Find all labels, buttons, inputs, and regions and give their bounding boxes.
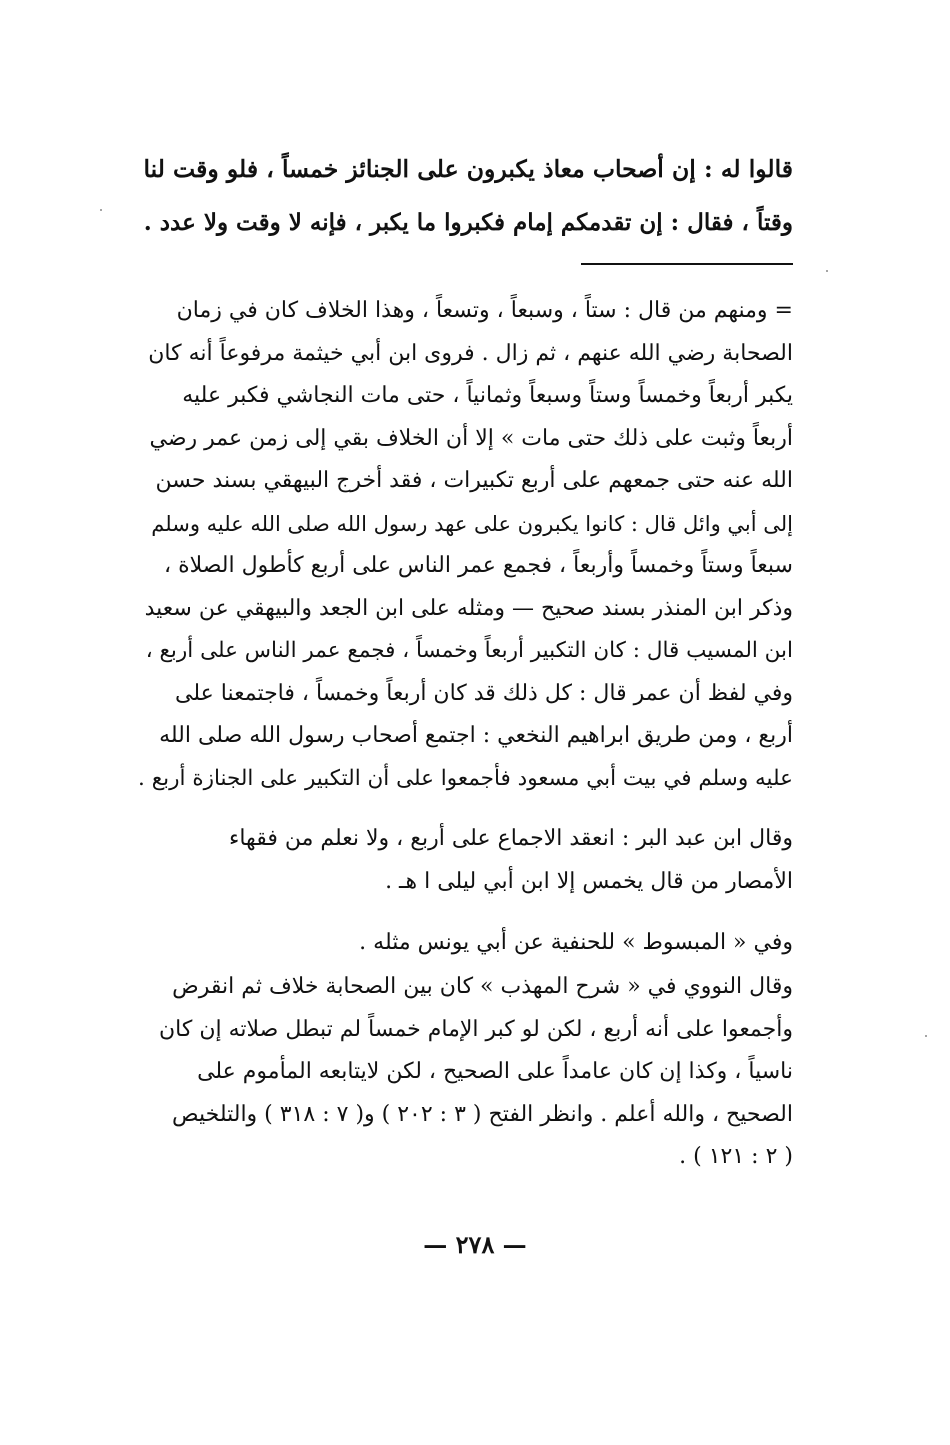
footnote-paragraph-1 bbox=[138, 290, 793, 800]
footnote-line: ( ٢ : ١٢١ ) . bbox=[679, 1144, 793, 1169]
footnote-line: الصحيح ، والله أعلم . وانظر الفتح ( ٣ : ٢٠٢ ) و( ٧ : ٣١٨ ) والتلخيص bbox=[172, 1101, 793, 1127]
footnote-line: وذكر ابن المنذر بسند صحيح — ومثله على ابن الجعد والبيهقي عن سعيد bbox=[144, 595, 793, 621]
footnote-line: عليه وسلم في بيت أبي مسعود فأجمعوا على أن التكبير على الجنازة أربع . bbox=[138, 765, 793, 791]
footnote-line: سبعاً وستاً وخمساً وأربعاً ، فجمع عمر الناس على أربع كأطول الصلاة ، bbox=[163, 553, 793, 578]
main-text-line: وقتاً ، فقال : إن تقدمكم إمام فكبروا ما يكبر ، فإنه لا وقت ولا عدد . bbox=[143, 209, 793, 236]
footnote-line: وقال النووي في « شرح المهذب » كان بين الصحابة خلاف ثم انقرض bbox=[172, 974, 793, 999]
footnote-paragraph-3 bbox=[138, 922, 793, 965]
main-text-line: قالوا له : إن أصحاب معاذ يكبرون على الجنائز خمساً ، فلو وقت لنا bbox=[143, 155, 793, 183]
footnote-line: وأجمعوا على أنه أربع ، لكن لو كبر الإمام خمساً لم تبطل صلاته إن كان bbox=[159, 1016, 793, 1042]
footnote-line: وفي لفظ أن عمر قال : كل ذلك قد كان أربعاً وخمساً ، فاجتمعنا على bbox=[175, 680, 793, 706]
footnote-line: وفي « المبسوط » للحنفية عن أبي يونس مثله . bbox=[359, 930, 793, 955]
footnote-line: الأمصار من قال يخمس إلا ابن أبي ليلى ا هـ . bbox=[385, 868, 793, 894]
footnote-line: إلى أبي وائل قال : كانوا يكبرون على عهد رسول الله صلى الله عليه وسلم bbox=[151, 511, 793, 536]
footnote-line: يكبر أربعاً وخمساً وستاً وسبعاً وثمانياً ، حتى مات النجاشي فكبر عليه bbox=[182, 383, 793, 408]
footnote-separator bbox=[581, 263, 793, 265]
footnote-paragraph-4 bbox=[138, 966, 793, 1179]
footnote-paragraph-2 bbox=[138, 818, 793, 903]
footnote-line: = ومنهم من قال : ستاً ، وسبعاً ، وتسعاً ، وهذا الخلاف كان في زمان bbox=[176, 298, 793, 323]
footnote-line: أربع ، ومن طريق ابراهيم النخعي : اجتمع أصحاب رسول الله صلى الله bbox=[159, 723, 793, 748]
footnote-line: الله عنه حتى جمعهم على أربع تكبيرات ، فقد أخرج البيهقي بسند حسن bbox=[155, 468, 793, 493]
scan-speck bbox=[826, 270, 828, 272]
footnote-line: أربعاً وثبت على ذلك حتى مات » إلا أن الخلاف بقي إلى زمن عمر رضي bbox=[149, 425, 793, 451]
footnote-line: ناسياً ، وكذا إن كان عامداً على الصحيح ، لكن لايتابعه المأموم على bbox=[197, 1059, 793, 1084]
footnote-line: ابن المسيب قال : كان التكبير أربعاً وخمساً ، فجمع عمر الناس على أربع ، bbox=[145, 638, 793, 663]
scan-speck bbox=[925, 1035, 927, 1037]
footnote-line: الصحابة رضي الله عنهم ، ثم زال . فروى ابن أبي خيثمة مرفوعاً أنه كان bbox=[148, 340, 793, 366]
footnote-line: وقال ابن عبد البر : انعقد الاجماع على أربع ، ولا نعلم من فقهاء bbox=[229, 826, 793, 851]
page-number: — ٢٧٨ — bbox=[423, 1230, 527, 1259]
scan-speck bbox=[100, 209, 102, 211]
main-text bbox=[138, 143, 793, 249]
